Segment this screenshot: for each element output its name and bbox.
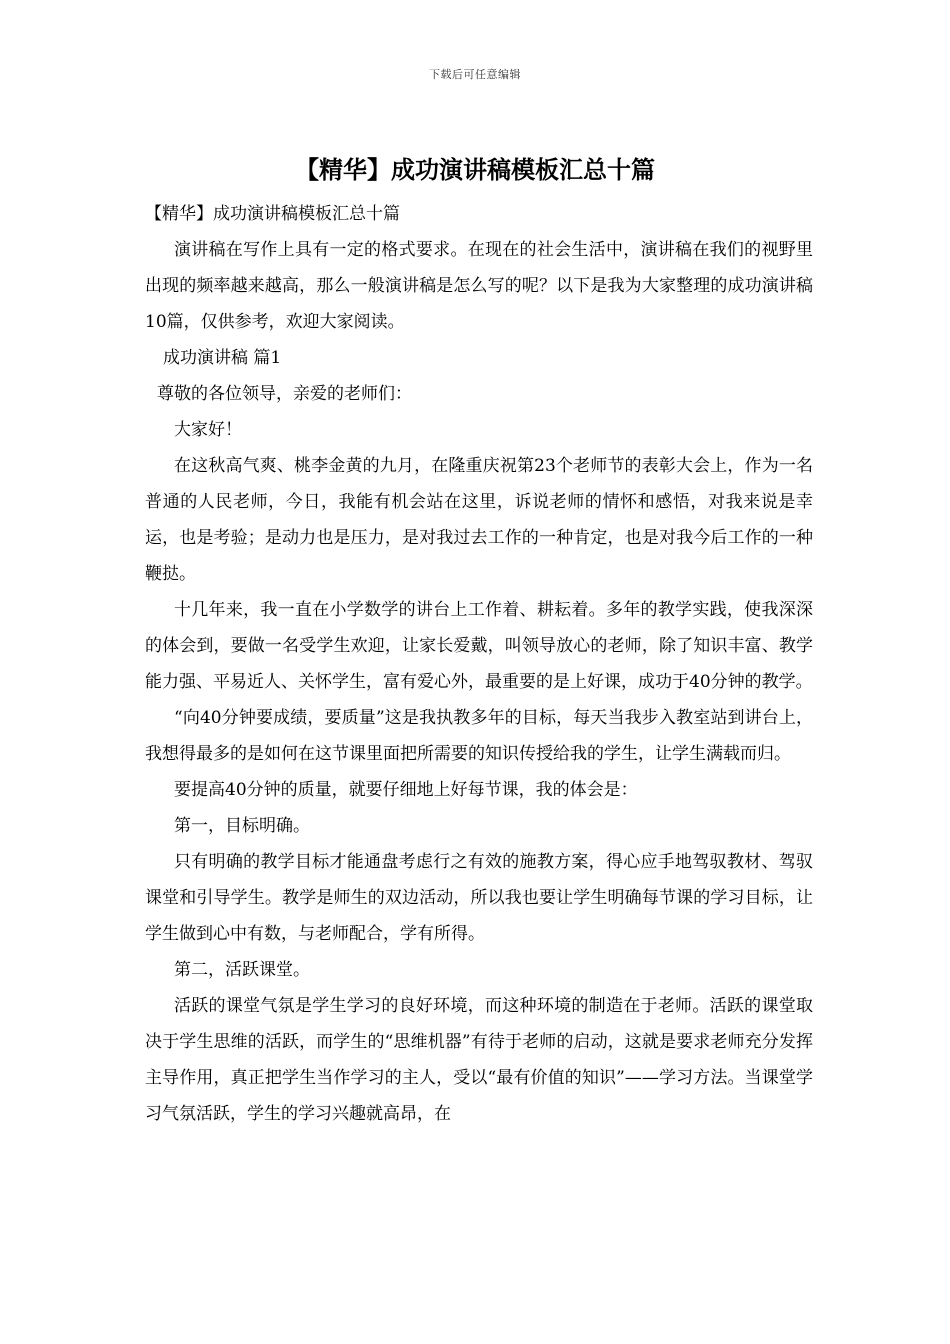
paragraph: 第一，目标明确。 [174, 816, 310, 836]
header-note: 下载后可任意编辑 [429, 68, 521, 81]
paragraph: 要提高40分钟的质量，就要仔细地上好每节课，我的体会是： [174, 780, 638, 800]
paragraph: 【精华】成功演讲稿模板汇总十篇 [145, 204, 400, 224]
paragraph: 第二，活跃课堂。 [174, 960, 310, 980]
paragraph: 演讲稿在写作上具有一定的格式要求。在现在的社会生活中，演讲稿在我们的视野里出现的频率越来越高，那么一般演讲稿是怎么写的呢？以下是我为大家整理的成功演讲稿10篇，仅供参考，欢迎大家阅读。 [145, 240, 813, 332]
paragraph: “向40分钟要成绩，要质量”这是我执教多年的目标，每天当我步入教室站到讲台上，我想得最多的是如何在这节课里面把所需要的知识传授给我的学生，让学生满载而归。 [145, 708, 813, 764]
paragraph: 成功演讲稿 篇1 [163, 348, 282, 368]
document-body [145, 196, 813, 1132]
paragraph: 大家好！ [174, 420, 242, 440]
document-title: 【精华】成功演讲稿模板汇总十篇 [295, 156, 655, 184]
paragraph: 只有明确的教学目标才能通盘考虑行之有效的施教方案，得心应手地驾驭教材、驾驭课堂和引导学生。教学是师生的双边活动，所以我也要让学生明确每节课的学习目标，让学生做到心中有数，与老师配合，学有所得。 [145, 852, 813, 944]
paragraph: 在这秋高气爽、桃李金黄的九月，在隆重庆祝第23个老师节的表彰大会上，作为一名普通的人民老师，今日，我能有机会站在这里，诉说老师的情怀和感悟，对我来说是幸运，也是考验；是动力也是压力，是对我过去工作的一种肯定，也是对我今后工作的一种鞭挞。 [145, 456, 813, 584]
paragraph: 尊敬的各位领导，亲爱的老师们： [157, 384, 412, 404]
paragraph: 十几年来，我一直在小学数学的讲台上工作着、耕耘着。多年的教学实践，使我深深的体会到，要做一名受学生欢迎，让家长爱戴，叫领导放心的老师，除了知识丰富、教学能力强、平易近人、关怀学生，富有爱心外，最重要的是上好课，成功于40分钟的教学。 [145, 600, 813, 692]
paragraph: 活跃的课堂气氛是学生学习的良好环境，而这种环境的制造在于老师。活跃的课堂取决于学生思维的活跃，而学生的“思维机器”有待于老师的启动，这就是要求老师充分发挥主导作用，真正把学生当作学习的主人，受以“最有价值的知识”——学习方法。当课堂学习气氛活跃，学生的学习兴趣就高昂，在 [145, 996, 813, 1124]
